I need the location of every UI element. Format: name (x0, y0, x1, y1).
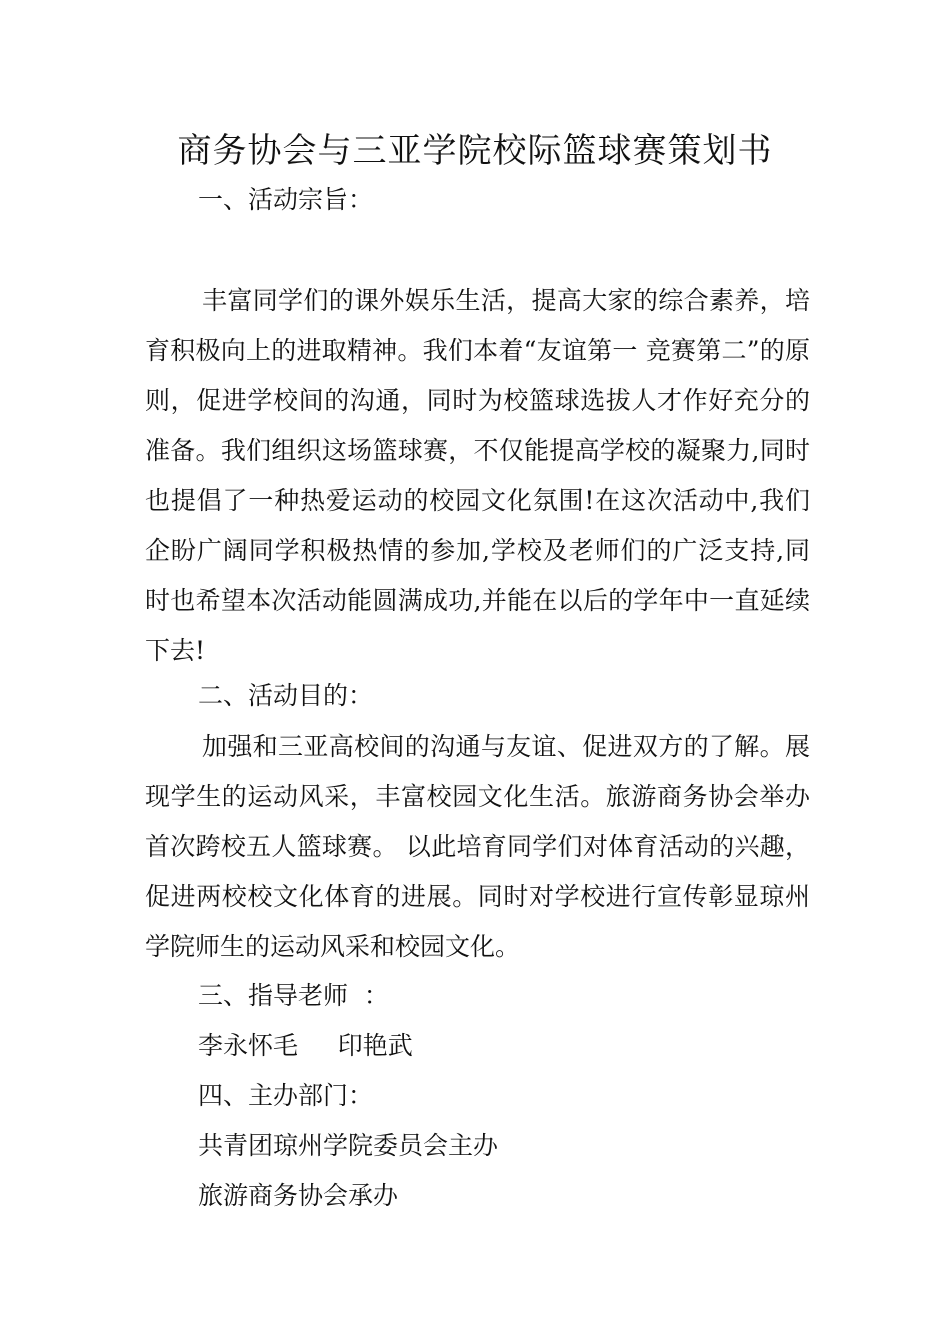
section-heading-purpose: 一、活动宗旨： (198, 185, 374, 214)
section-heading-goal: 二、活动目的： (198, 681, 374, 710)
section-paragraph-purpose: 丰富同学们的课外娱乐生活，提高大家的综合素养，培育积极向上的进取精神。我们本着“友谊第一 竞赛第二”的原则，促进学校间的沟通，同时为校篮球选拔人才作好充分的准备。我们组织这场篮球赛，不仅能提高学校的凝聚力,同时也提倡了一种热爱运动的校园文化氛围!在这次活动中,我们企盼广阔同学积极热情的参加,学校及老师们的广泛支持,同时也希望本次活动能圆满成功,并能在以后的学年中一直延续下去! (145, 286, 810, 665)
organizer-undertaker: 旅游商务协会承办 (198, 1181, 399, 1210)
section-paragraph-goal: 加强和三亚高校间的沟通与友谊、促进双方的了解。展现学生的运动风采，丰富校园文化生活。旅游商务协会举办首次跨校五人篮球赛。 以此培育同学们对体育活动的兴趣，促进两校校文化体育的进展。同时对学校进行宣传彰显琼州学院师生的运动风采和校园文化。 (145, 732, 810, 961)
organizer-host: 共青团琼州学院委员会主办 (198, 1131, 499, 1160)
section-heading-advisors: 三、指导老师 ： (198, 981, 389, 1010)
section-heading-organizers: 四、主办部门： (198, 1081, 374, 1110)
document-title: 商务协会与三亚学院校际篮球赛策划书 (177, 131, 773, 171)
advisor-names: 李永怀毛 印艳武 (198, 1031, 413, 1060)
